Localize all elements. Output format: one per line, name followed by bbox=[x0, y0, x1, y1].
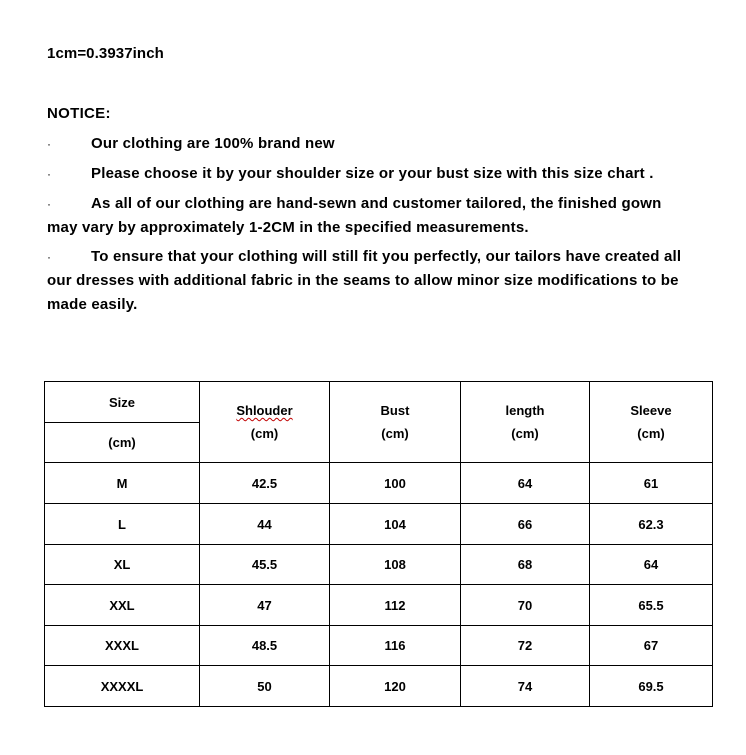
cell-bust: 112 bbox=[330, 585, 461, 626]
cell-shoulder: 50 bbox=[200, 666, 330, 707]
notice-item-3-line-2: may vary by approximately 1-2CM in the specified measurements. bbox=[47, 219, 529, 236]
bullet-symbol: · bbox=[47, 167, 51, 181]
cell-sleeve: 69.5 bbox=[590, 666, 713, 707]
cell-size: XXXXL bbox=[45, 666, 200, 707]
cell-bust: 108 bbox=[330, 545, 461, 585]
cell-sleeve: 65.5 bbox=[590, 585, 713, 626]
table-row bbox=[45, 585, 713, 626]
table-row bbox=[45, 626, 713, 666]
cell-length: 70 bbox=[461, 585, 590, 626]
notice-item-4-line-2: our dresses with additional fabric in the seams to allow minor size modifications to be bbox=[47, 272, 679, 289]
table-row bbox=[45, 463, 713, 504]
header-length bbox=[461, 382, 590, 463]
header-shoulder-unit: (cm) bbox=[250, 426, 279, 441]
header-bust-label: Bust bbox=[380, 403, 410, 418]
header-shoulder bbox=[200, 382, 330, 463]
cell-shoulder: 47 bbox=[200, 585, 330, 626]
cell-length: 74 bbox=[461, 666, 590, 707]
cell-bust: 120 bbox=[330, 666, 461, 707]
cell-bust: 116 bbox=[330, 626, 461, 666]
cell-size: XXL bbox=[45, 585, 200, 626]
notice-item-3-line-1: As all of our clothing are hand-sewn and customer tailored, the finished gown bbox=[91, 195, 662, 212]
cell-shoulder: 42.5 bbox=[200, 463, 330, 504]
notice-item-4-line-3: made easily. bbox=[47, 296, 138, 313]
cell-length: 72 bbox=[461, 626, 590, 666]
notice-item-2-line-1: Please choose it by your shoulder size or your bust size with this size chart . bbox=[91, 165, 654, 182]
header-bust-unit: (cm) bbox=[381, 426, 409, 441]
cell-sleeve: 62.3 bbox=[590, 504, 713, 545]
cell-sleeve: 61 bbox=[590, 463, 713, 504]
cell-shoulder: 48.5 bbox=[200, 626, 330, 666]
bullet-symbol: · bbox=[47, 197, 51, 211]
cell-length: 66 bbox=[461, 504, 590, 545]
notice-item-1-line-1: Our clothing are 100% brand new bbox=[91, 135, 335, 152]
header-length-label: length bbox=[505, 403, 545, 418]
header-bust bbox=[330, 382, 461, 463]
table-header-row bbox=[45, 382, 713, 423]
cell-size: XXXL bbox=[45, 626, 200, 666]
cell-shoulder: 44 bbox=[200, 504, 330, 545]
cell-sleeve: 67 bbox=[590, 626, 713, 666]
table-row bbox=[45, 666, 713, 707]
cell-size: XL bbox=[45, 545, 200, 585]
notice-item-4-line-1: To ensure that your clothing will still fit you perfectly, our tailors have created all bbox=[91, 248, 682, 265]
table-row bbox=[45, 545, 713, 585]
cell-length: 64 bbox=[461, 463, 590, 504]
bullet-symbol: · bbox=[47, 137, 51, 151]
bullet-symbol: · bbox=[47, 250, 51, 264]
cell-bust: 100 bbox=[330, 463, 461, 504]
size-chart-table bbox=[44, 381, 713, 707]
cell-sleeve: 64 bbox=[590, 545, 713, 585]
header-sleeve-label: Sleeve bbox=[630, 403, 672, 418]
cell-length: 68 bbox=[461, 545, 590, 585]
header-length-unit: (cm) bbox=[511, 426, 539, 441]
cell-size: M bbox=[45, 463, 200, 504]
header-sleeve bbox=[590, 382, 713, 463]
table-row bbox=[45, 504, 713, 545]
conversion-note: 1cm=0.3937inch bbox=[47, 45, 164, 62]
cell-shoulder: 45.5 bbox=[200, 545, 330, 585]
header-size-unit: (cm) bbox=[45, 423, 200, 463]
header-size-label: Size bbox=[45, 382, 200, 423]
header-sleeve-unit: (cm) bbox=[637, 426, 665, 441]
header-shoulder-label: Shlouder bbox=[236, 403, 293, 418]
notice-heading: NOTICE: bbox=[47, 105, 111, 122]
cell-size: L bbox=[45, 504, 200, 545]
cell-bust: 104 bbox=[330, 504, 461, 545]
